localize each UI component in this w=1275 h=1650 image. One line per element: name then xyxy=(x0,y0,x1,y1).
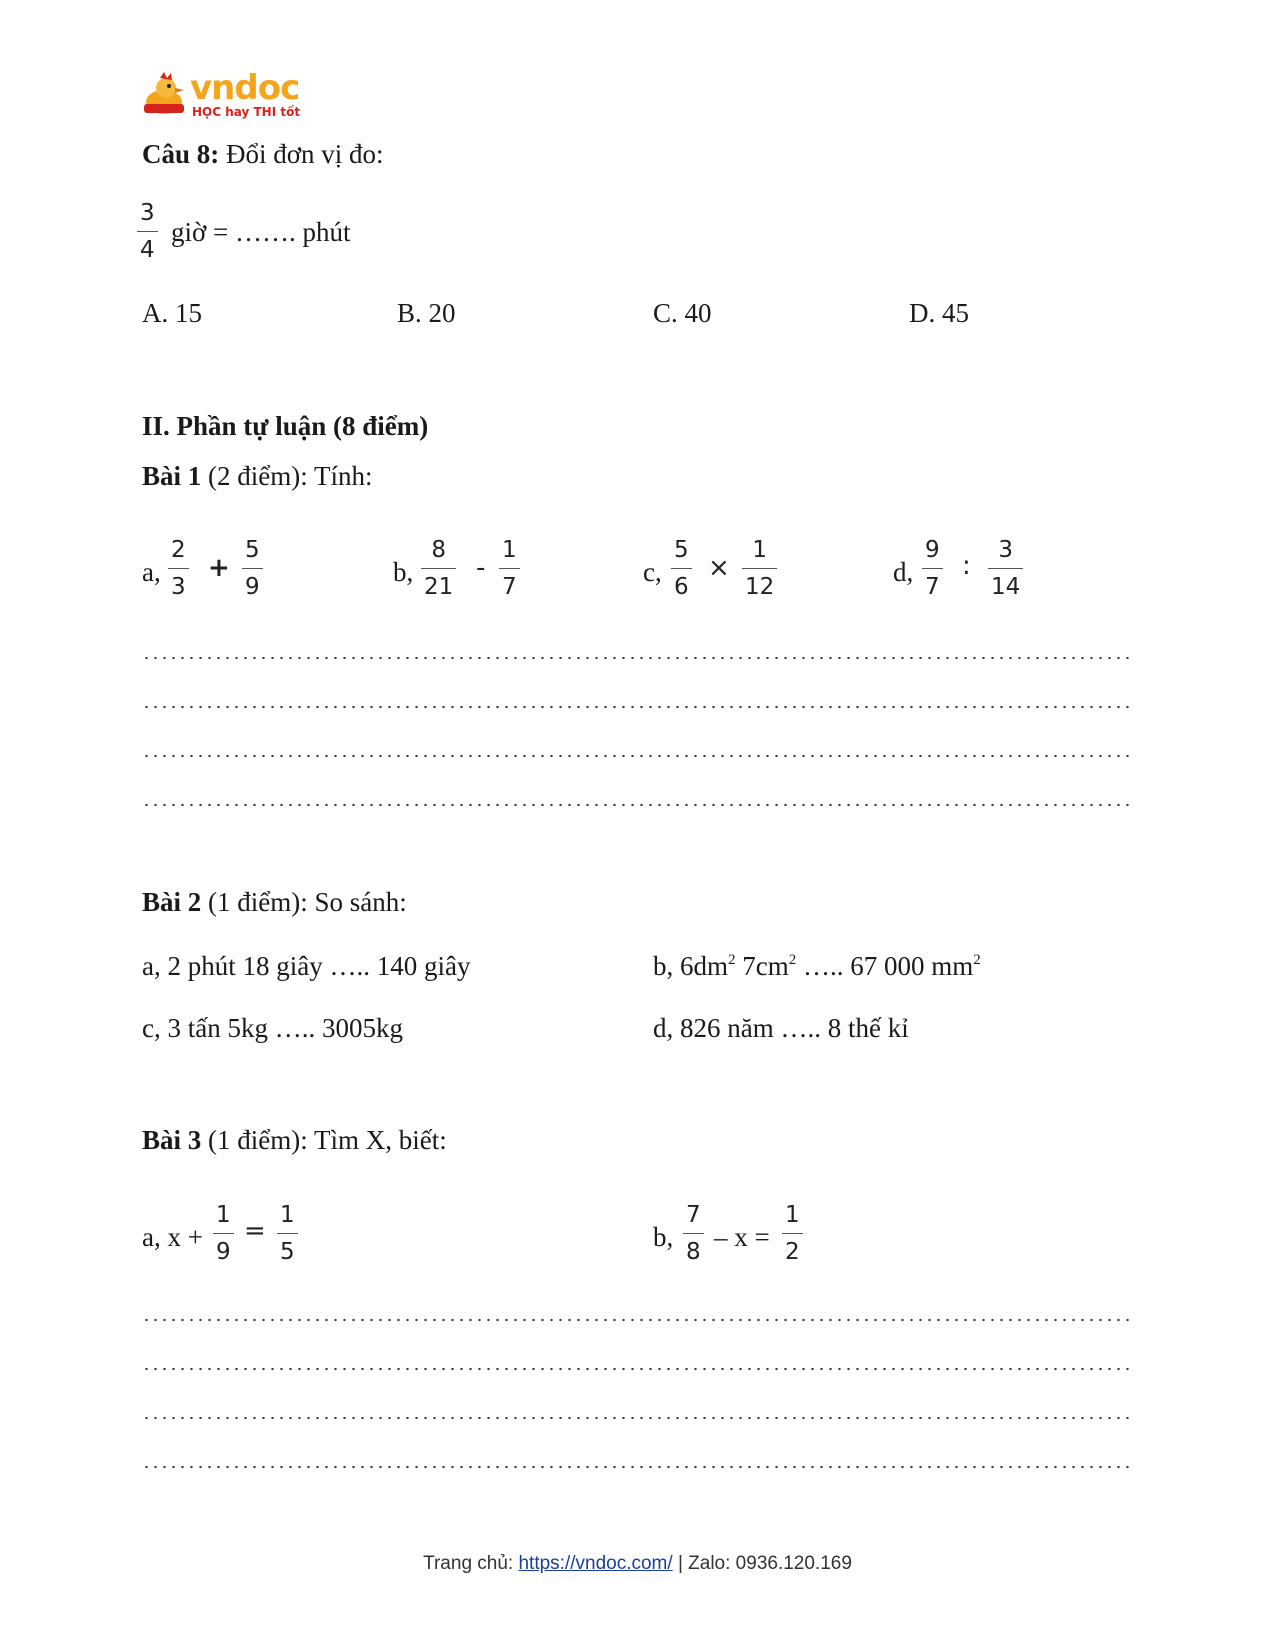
fraction-numerator: 5 xyxy=(674,537,689,563)
exponent: 2 xyxy=(788,952,797,968)
fraction-numerator: 7 xyxy=(686,1202,701,1228)
fraction-3-4 xyxy=(137,198,158,265)
fraction xyxy=(242,535,263,602)
exercise-2-heading xyxy=(142,886,407,918)
exercise-2b-part2: 7cm xyxy=(735,951,789,981)
option-b: B. 20 xyxy=(397,298,456,328)
logo-wordmark: vndoc xyxy=(190,68,300,108)
fraction-denominator: 7 xyxy=(925,574,940,600)
answer-line xyxy=(142,1367,1134,1371)
fraction-bar xyxy=(499,568,520,569)
exercise-2-label: Bài 2 xyxy=(142,887,202,917)
option-d: D. 45 xyxy=(909,298,969,328)
fraction xyxy=(988,535,1023,602)
exercise-2d: d, 826 năm ….. 8 thế kỉ xyxy=(653,1013,909,1043)
plus-operator: + xyxy=(208,553,230,583)
exercise-2b-part3: ….. 67 000 mm xyxy=(796,951,974,981)
exercise-1c-prefix: c, xyxy=(643,557,662,587)
fraction-bar xyxy=(742,568,777,569)
fraction-bar xyxy=(137,231,158,232)
exercise-2b xyxy=(653,950,981,982)
fraction-numerator: 1 xyxy=(502,537,517,563)
option-a: A. 15 xyxy=(142,298,202,328)
fraction-bar xyxy=(671,568,692,569)
rooster-mascot-icon xyxy=(142,72,192,118)
fraction-bar xyxy=(988,568,1023,569)
question-8-heading xyxy=(142,138,384,170)
exercise-2c: c, 3 tấn 5kg ….. 3005kg xyxy=(142,1013,403,1043)
fraction-numerator: 3 xyxy=(140,200,155,226)
multiply-operator: × xyxy=(708,553,730,583)
divide-operator: : xyxy=(962,551,971,581)
fraction xyxy=(213,1200,234,1267)
fraction-denominator: 9 xyxy=(216,1239,231,1265)
fraction xyxy=(683,1200,704,1267)
exercise-1b-prefix: b, xyxy=(393,557,414,587)
vndoc-logo xyxy=(142,68,302,124)
exercise-3a-prefix: a, x + xyxy=(142,1222,203,1252)
exercise-3-heading xyxy=(142,1124,447,1156)
question-8-number: Câu 8: xyxy=(142,139,220,169)
fraction-numerator: 1 xyxy=(785,1202,800,1228)
fraction-denominator: 7 xyxy=(502,574,517,600)
exercise-1d-prefix: d, xyxy=(893,557,914,587)
fraction xyxy=(277,1200,298,1267)
fraction-bar xyxy=(421,568,456,569)
answer-line xyxy=(142,656,1134,660)
fraction-denominator: 3 xyxy=(171,574,186,600)
fraction-denominator: 6 xyxy=(674,574,689,600)
fraction-bar xyxy=(922,568,943,569)
fraction-denominator: 5 xyxy=(280,1239,295,1265)
exercise-1-heading xyxy=(142,460,373,492)
fraction-denominator: 9 xyxy=(245,574,260,600)
exercise-3-description: (1 điểm): Tìm X, biết: xyxy=(208,1125,447,1155)
fraction xyxy=(499,535,520,602)
fraction-numerator: 5 xyxy=(245,537,260,563)
part-2-title: II. Phần tự luận (8 điểm) xyxy=(142,411,429,441)
equals-sign: = xyxy=(244,1216,266,1246)
fraction-bar xyxy=(213,1233,234,1234)
fraction-denominator: 2 xyxy=(785,1239,800,1265)
fraction-numerator: 1 xyxy=(216,1202,231,1228)
fraction-numerator: 1 xyxy=(752,537,767,563)
fraction-denominator: 21 xyxy=(424,574,454,600)
answer-line xyxy=(142,754,1134,758)
logo-tagline: HỌC hay THI tốt xyxy=(192,105,301,119)
exercise-1-description: (2 điểm): Tính: xyxy=(208,461,373,491)
exponent: 2 xyxy=(973,952,981,968)
footer-prefix: Trang chủ: xyxy=(423,1553,519,1574)
exercise-2b-part1: b, 6dm xyxy=(653,951,729,981)
answer-line xyxy=(142,1416,1134,1420)
option-c: C. 40 xyxy=(653,298,712,328)
page-footer xyxy=(0,1553,1275,1575)
fraction-denominator: 4 xyxy=(140,237,155,263)
fraction-denominator: 8 xyxy=(686,1239,701,1265)
exercise-1a-prefix: a, xyxy=(142,557,161,587)
fraction-numerator: 2 xyxy=(171,537,186,563)
fraction-bar xyxy=(782,1233,803,1234)
answer-line xyxy=(142,705,1134,709)
exercise-2a: a, 2 phút 18 giây ….. 140 giây xyxy=(142,951,471,981)
exercise-3b-prefix: b, xyxy=(653,1222,674,1252)
fraction-numerator: 9 xyxy=(925,537,940,563)
fraction-numerator: 1 xyxy=(280,1202,295,1228)
fraction-bar xyxy=(242,568,263,569)
minus-x-equals: – x = xyxy=(714,1222,770,1252)
fraction xyxy=(671,535,692,602)
answer-line xyxy=(142,803,1134,807)
answer-line xyxy=(142,1465,1134,1469)
exercise-2-description: (1 điểm): So sánh: xyxy=(208,887,407,917)
footer-contact: | Zalo: 0936.120.169 xyxy=(672,1553,852,1574)
fraction-numerator: 8 xyxy=(431,537,446,563)
fraction xyxy=(782,1200,803,1267)
homepage-link[interactable]: https://vndoc.com/ xyxy=(518,1553,673,1574)
fraction-denominator: 12 xyxy=(745,574,775,600)
exercise-1-label: Bài 1 xyxy=(142,461,202,491)
fraction-bar xyxy=(683,1233,704,1234)
exercise-3-label: Bài 3 xyxy=(142,1125,202,1155)
answer-line xyxy=(142,1318,1134,1322)
fraction-denominator: 14 xyxy=(991,574,1021,600)
exponent: 2 xyxy=(728,952,736,968)
fraction-numerator: 3 xyxy=(998,537,1013,563)
fraction xyxy=(922,535,943,602)
fraction xyxy=(168,535,189,602)
minus-operator: - xyxy=(476,553,486,583)
fraction xyxy=(421,535,456,602)
fraction-bar xyxy=(277,1233,298,1234)
question-8-expression: giờ = ……. phút xyxy=(171,217,351,247)
question-8-prompt: Đổi đơn vị đo: xyxy=(226,139,384,169)
fraction-bar xyxy=(168,568,189,569)
fraction xyxy=(742,535,777,602)
